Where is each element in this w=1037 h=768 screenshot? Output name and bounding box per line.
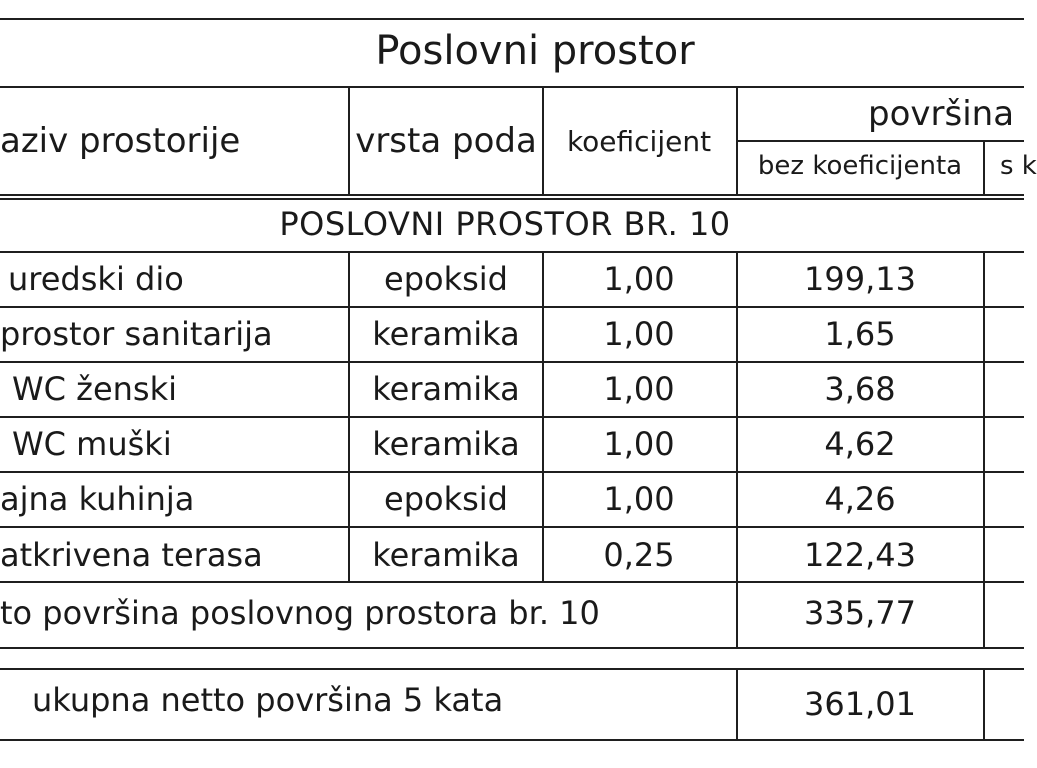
- subtotal-label: to površina poslovnog prostora br. 10: [0, 594, 600, 632]
- header-coefficient: koeficijent: [566, 125, 712, 158]
- floor-type-cell: keramika: [372, 536, 520, 574]
- table-rule: [0, 416, 1024, 418]
- header-floor-type: vrsta poda: [355, 121, 537, 161]
- coefficient-cell: 1,00: [603, 315, 675, 353]
- header-area: površina: [868, 94, 1015, 134]
- table-title: Poslovni prostor: [375, 28, 695, 74]
- table-rule: [736, 86, 738, 196]
- area-cell: 4,62: [824, 425, 896, 463]
- table-rule: [348, 86, 350, 196]
- table-rule: [0, 526, 1024, 528]
- header-area-with-coefficient: s k: [1000, 151, 1037, 181]
- room-name-cell: WC ženski: [12, 370, 178, 408]
- table-rule: [983, 140, 985, 196]
- room-name-cell: WC muški: [12, 425, 172, 463]
- total-label: ukupna netto površina 5 kata: [32, 681, 504, 719]
- coefficient-cell: 1,00: [603, 425, 675, 463]
- table-rule: [542, 251, 544, 583]
- floor-type-cell: keramika: [372, 315, 520, 353]
- area-cell: 3,68: [824, 370, 896, 408]
- area-cell: 4,26: [824, 480, 896, 518]
- floor-type-cell: epoksid: [384, 480, 508, 518]
- coefficient-cell: 1,00: [603, 480, 675, 518]
- table-rule: [736, 251, 738, 649]
- area-cell: 199,13: [804, 260, 916, 298]
- table-rule: [983, 251, 985, 649]
- table-rule: [0, 361, 1024, 363]
- floor-type-cell: epoksid: [384, 260, 508, 298]
- table-rule: [0, 194, 1024, 196]
- area-cell: 122,43: [804, 536, 916, 574]
- room-name-cell: prostor sanitarija: [0, 315, 273, 353]
- table-rule: [736, 668, 738, 741]
- table-rule: [737, 140, 1024, 142]
- table-rule: [0, 86, 1024, 88]
- total-value: 361,01: [804, 685, 916, 723]
- header-area-without-coefficient: bez koeficijenta: [757, 151, 963, 181]
- table-rule: [542, 86, 544, 196]
- floor-type-cell: keramika: [372, 370, 520, 408]
- room-name-cell: atkrivena terasa: [0, 536, 263, 574]
- table-rule: [348, 251, 350, 583]
- coefficient-cell: 1,00: [603, 260, 675, 298]
- table-rule: [983, 668, 985, 741]
- coefficient-cell: 1,00: [603, 370, 675, 408]
- table-rule: [0, 306, 1024, 308]
- table-rule: [0, 739, 1024, 741]
- header-room-name: aziv prostorije: [0, 121, 241, 161]
- coefficient-cell: 0,25: [603, 536, 675, 574]
- table-rule: [0, 471, 1024, 473]
- floor-type-cell: keramika: [372, 425, 520, 463]
- table-rule: [0, 198, 1024, 200]
- subtotal-value: 335,77: [804, 594, 916, 632]
- section-heading: POSLOVNI PROSTOR BR. 10: [279, 205, 731, 243]
- table-rule: [0, 18, 1024, 20]
- room-name-cell: uredski dio: [8, 260, 184, 298]
- table-rule: [0, 581, 1024, 583]
- table-rule: [0, 251, 1024, 253]
- table-rule: [0, 647, 1024, 649]
- room-name-cell: ajna kuhinja: [0, 480, 195, 518]
- table-rule: [0, 668, 1024, 670]
- area-cell: 1,65: [824, 315, 896, 353]
